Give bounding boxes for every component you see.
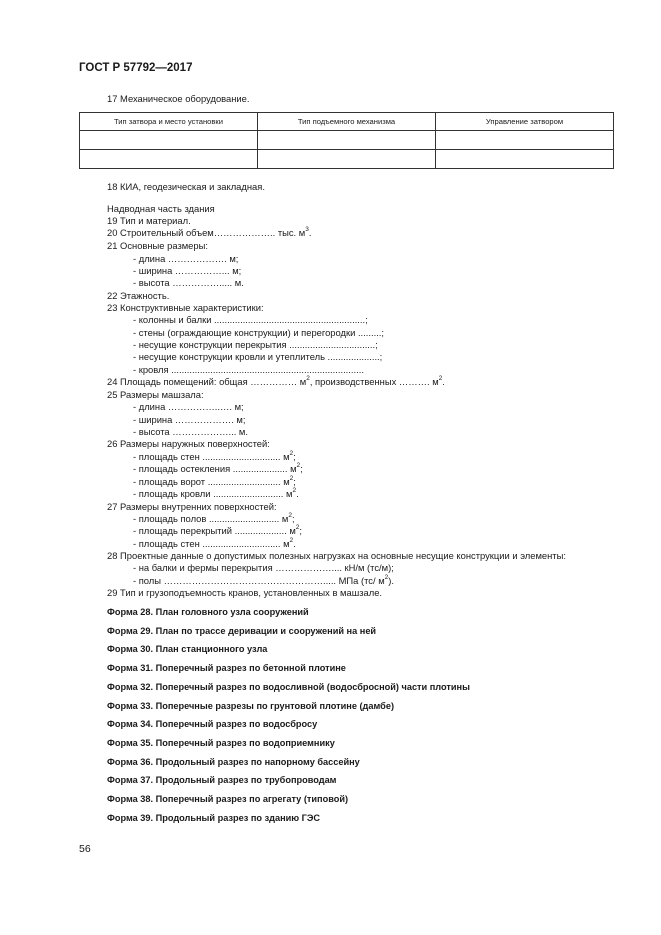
s21-length: - длина ………………. м; [133, 253, 239, 264]
form-38: Форма 38. Поперечный разрез по агрегату (типовой) [107, 794, 349, 804]
table-cell [436, 131, 614, 150]
s27-l1-end: ; [291, 513, 295, 524]
s24-a: 24 Площадь помещений: общая …………… м [107, 376, 307, 387]
s23-columns: - колонны и балки ..........................................................; [133, 314, 368, 325]
col-gate-control: Управление затвором [436, 113, 614, 131]
s23-walls: - стены (ограждающие конструкции) и перегородки .........; [133, 327, 384, 338]
s27-l2-sup: 2 [295, 523, 300, 531]
table-cell [258, 150, 436, 169]
s28-beams: - на балки и фермы перекрытия ……………….... кН/м (тс/м); [133, 562, 394, 573]
section-27: 27 Размеры внутренних поверхностей: [107, 501, 277, 512]
s26-l3-end: ; [293, 476, 296, 487]
form-37: Форма 37. Продольный разрез по трубопроводам [107, 775, 337, 785]
s27-l1-sup: 2 [288, 511, 292, 519]
s26-l1-text: - площадь стен .............................. м [133, 451, 290, 462]
s24-sup2: 2 [438, 374, 443, 382]
form-39: Форма 39. Продольный разрез по зданию ГЭС [107, 813, 321, 823]
s23-roof-structures: - несущие конструкции кровли и утеплитель ....................; [133, 351, 383, 362]
form-30: Форма 30. План станционного узла [107, 644, 268, 654]
form-35: Форма 35. Поперечный разрез по водоприемнику [107, 738, 335, 748]
s20-end: . [308, 227, 312, 238]
s26-l1-end: ; [293, 451, 296, 462]
section-28: 28 Проектные данные о допустимых полезных нагрузках на основные несущие конструкции и элементы: [107, 550, 566, 561]
s27-walls [133, 538, 296, 551]
page-header: ГОСТ Р 57792—2017 [79, 62, 193, 74]
s23-roofing: - кровля .......................................................................... [133, 364, 364, 375]
s27-l2-end: ; [299, 525, 303, 536]
s26-l1-sup: 2 [289, 449, 294, 457]
s28-l2-end: ). [388, 575, 395, 586]
s23-floor-structures: - несущие конструкции перекрытия .................................; [133, 339, 378, 350]
table-row [80, 150, 614, 169]
s27-l1-text: - площадь полов ........................... м [133, 513, 289, 524]
s21-height: - высота ……………..... м. [133, 277, 244, 288]
form-33: Форма 33. Поперечные разрезы по грунтовой плотине (дамбе) [107, 701, 395, 711]
s25-height: - высота ………………... м. [133, 426, 248, 437]
s28-l2-sup: 2 [384, 573, 389, 581]
section-23: 23 Конструктивные характеристики: [107, 302, 264, 313]
col-gate-type: Тип затвора и место установки [80, 113, 258, 131]
s27-l3-end: . [293, 538, 296, 549]
s26-l3-sup: 2 [289, 474, 294, 482]
s26-l4-end: . [296, 488, 299, 499]
section-25: 25 Размеры машзала: [107, 389, 204, 400]
s27-l3-text: - площадь стен .............................. м [133, 538, 290, 549]
section-22: 22 Этажность. [107, 290, 170, 301]
s26-l2-sup: 2 [296, 461, 301, 469]
section-24 [107, 376, 445, 389]
s26-l2-text: - площадь остекления ..................... м [133, 463, 297, 474]
s26-walls [133, 451, 296, 464]
form-34: Форма 34. Поперечный разрез по водосбросу [107, 719, 318, 729]
s26-roof [133, 488, 299, 501]
form-29: Форма 29. План по трассе деривации и сооружений на ней [107, 626, 377, 636]
s27-l2-text: - площадь перекрытий .................... м [133, 525, 296, 536]
form-32: Форма 32. Поперечный разрез по водосливной (водосбросной) части плотины [107, 682, 470, 692]
section-18: 18 КИА, геодезическая и закладная. [107, 181, 265, 192]
s27-floors [133, 513, 295, 526]
s26-glazing [133, 463, 303, 476]
s24-c: . [442, 376, 445, 387]
s26-l3-text: - площадь ворот ............................ м [133, 476, 290, 487]
section-26: 26 Размеры наружных поверхностей: [107, 438, 270, 449]
s24-b: , производственных ………. м [309, 376, 439, 387]
table-cell [80, 150, 258, 169]
page-number: 56 [79, 843, 91, 855]
section-21: 21 Основные размеры: [107, 240, 208, 251]
s25-width: - ширина ………………. м; [133, 414, 246, 425]
above-water-heading: Надводная часть здания [107, 203, 215, 214]
s28-l2-text: - полы ……………………………………………..... МПа (тс/ м [133, 575, 385, 586]
s28-floors [133, 575, 394, 588]
table-row [80, 131, 614, 150]
s26-gates [133, 476, 296, 489]
form-31: Форма 31. Поперечный разрез по бетонной плотине [107, 663, 346, 673]
s20-text: 20 Строительный объем……………….. тыс. м [107, 227, 306, 238]
s27-l3-sup: 2 [289, 536, 294, 544]
s24-sup1: 2 [306, 374, 310, 382]
s21-width: - ширина ……………... м; [133, 265, 242, 276]
table-header-row [80, 113, 614, 131]
s26-l4-sup: 2 [292, 486, 297, 494]
form-28: Форма 28. План головного узла сооружений [107, 607, 309, 617]
equipment-table [79, 112, 614, 169]
s27-ceilings [133, 525, 302, 538]
section-20 [107, 227, 311, 240]
table-cell [80, 131, 258, 150]
col-lifting-mechanism: Тип подъемного механизма [258, 113, 436, 131]
s26-l4-text: - площадь кровли ........................... м [133, 488, 293, 499]
form-36: Форма 36. Продольный разрез по напорному бассейну [107, 757, 360, 767]
s20-sup: 3 [305, 225, 309, 233]
s25-length: - длина ……………..…. м; [133, 401, 244, 412]
s26-l2-end: ; [300, 463, 303, 474]
section-29: 29 Тип и грузоподъемность кранов, установленных в машзале. [107, 587, 383, 598]
table-cell [436, 150, 614, 169]
table-cell [258, 131, 436, 150]
section-17: 17 Механическое оборудование. [107, 93, 250, 104]
section-19: 19 Тип и материал. [107, 215, 191, 226]
